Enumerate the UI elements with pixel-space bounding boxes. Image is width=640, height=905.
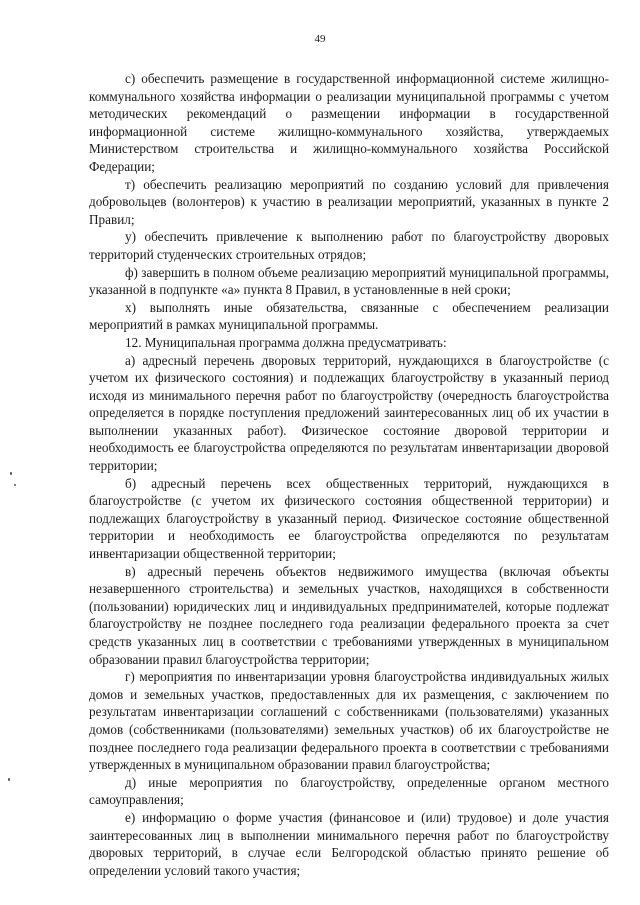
document-body xyxy=(89,70,609,879)
paragraph-d: д) иные мероприятия по благоустройству, определенные органом местного самоуправления; xyxy=(89,774,609,808)
page-number: 49 xyxy=(314,33,326,45)
paragraph-f: ф) завершить в полном объеме реализацию мероприятий муниципальной программы, указанной в подпункте «а» пункта 8 Правил, в установленные в ней сроки; xyxy=(89,264,609,298)
paragraph-a: а) адресный перечень дворовых территорий, нуждающихся в благоустройстве (с учетом их физического состояния) и подлежащих благоустройству в указанный период исходя из минимального перечня работ по благоустройству (очередность благоустройства определяется в порядке поступления предложений заинтересованных лиц об их участии в выполнении указанных работ). Физическое состояние дворовой территории и необходимость ее благоустройства определяются по результатам инвентаризации дворовой территории; xyxy=(89,352,609,474)
paragraph-b: б) адресный перечень всех общественных территорий, нуждающихся в благоустройстве (с учетом их физического состояния общественной территории) и подлежащих благоустройству в указанный период. Физическое состояние общественной территории и необходимость ее благоустройства определяются по результатам инвентаризации общественной территории; xyxy=(89,475,609,562)
section-12-heading: 12. Муниципальная программа должна предусматривать: xyxy=(125,334,447,350)
scan-speck xyxy=(10,472,12,475)
scan-speck xyxy=(8,778,10,781)
paragraph-v: в) адресный перечень объектов недвижимого имущества (включая объекты незавершенного строительства) и земельных участков, находящихся в собственности (пользовании) юридических лиц и индивидуальных предпринимателей, которые подлежат благоустройству не позднее последнего года реализации федерального проекта за счет средств указанных лиц в соответствии с требованиями утвержденных в муниципальном образовании правил благоустройства территории; xyxy=(89,563,609,667)
paragraph-t: т) обеспечить реализацию мероприятий по созданию условий для привлечения добровольцев (волонтеров) к участию в реализации мероприятий, указанных в пункте 2 Правил; xyxy=(89,176,609,227)
paragraph-kh: х) выполнять иные обязательства, связанные с обеспечением реализации мероприятий в рамках муниципальной программы. xyxy=(89,299,609,333)
paragraph-e: е) информацию о форме участия (финансовое и (или) трудовое) и доле участия заинтересованных лиц в выполнении минимального перечня работ по благоустройству дворовых территорий, в случае если Белгородской областью принято решение об определении условий такого участия; xyxy=(89,809,609,878)
scan-speck xyxy=(14,484,16,486)
paragraph-u: у) обеспечить привлечение к выполнению работ по благоустройству дворовых территорий студенческих строительных отрядов; xyxy=(89,229,609,262)
paragraph-g: г) мероприятия по инвентаризации уровня благоустройства индивидуальных жилых домов и земельных участков, предоставленных для их размещения, с заключением по результатам инвентаризации соглашений с собственниками (пользователями) указанных домов (собственниками (пользователями) земельных участков) об их благоустройстве не позднее последнего года реализации федерального проекта в соответствии с требованиями утвержденных в муниципальном образовании правил благоустройства; xyxy=(89,669,609,773)
paragraph-s: с) обеспечить размещение в государственной информационной системе жилищно-коммунального хозяйства информации о реализации муниципальной программы с учетом методических рекомендаций о размещении информации в государственной информационной системе жилищно-коммунального хозяйства, утверждаемых Министерством строительства и жилищно-коммунального хозяйства Российской Федерации; xyxy=(89,71,609,174)
